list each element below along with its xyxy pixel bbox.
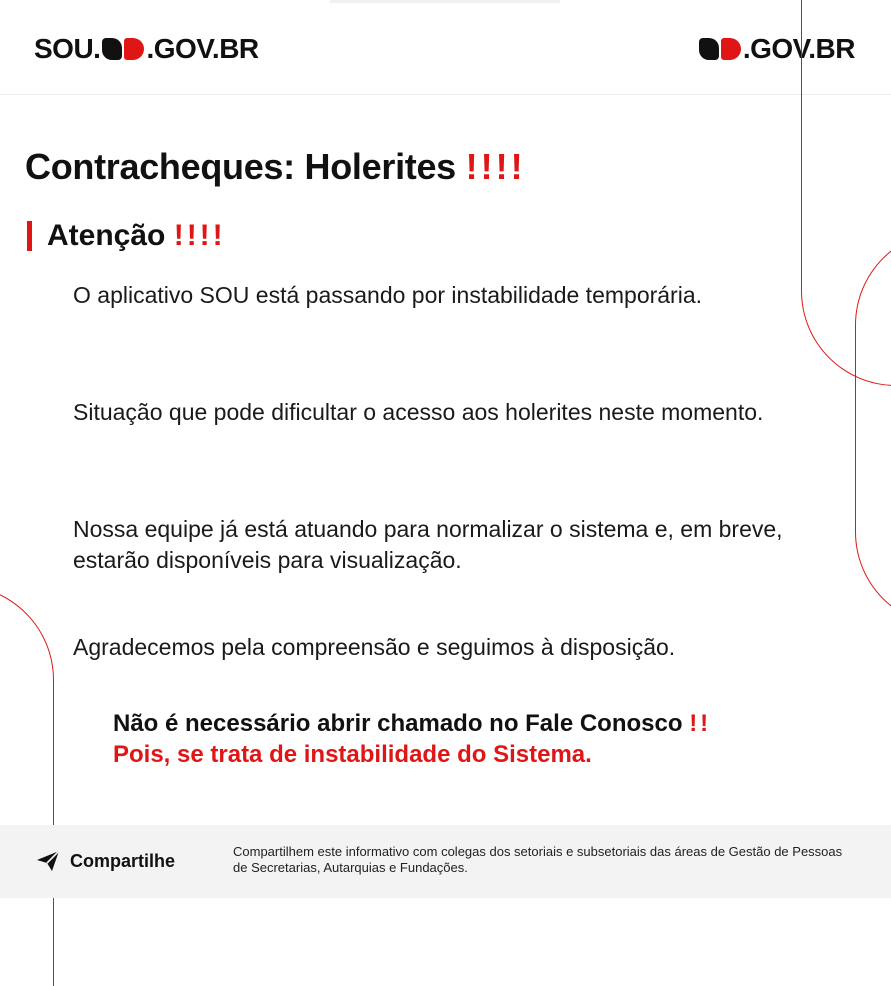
notice-line-1-text: Não é necessário abrir chamado no Fale Conosco [113, 710, 690, 737]
paragraph-access: Situação que pode dificultar o acesso aos holerites neste momento. [73, 399, 764, 425]
paragraph-team: Nossa equipe já está atuando para normalizar o sistema e, em breve, estarão disponíveis para visualização. [73, 516, 783, 573]
attention-heading [27, 219, 226, 253]
notice-line-2: Pois, se trata de instabilidade do Sistema. [113, 741, 592, 768]
notice-line-1 [113, 708, 853, 739]
sp-gov-logo[interactable] [697, 33, 855, 65]
section-accent-bar [27, 221, 32, 251]
decorative-curve [855, 230, 891, 627]
page-title-text: Contracheques: Holerites [25, 146, 466, 187]
footer-text: Compartilhem este informativo com colegas dos setoriais e subsetoriais das áreas de Gestão de Pessoas de Secretarias, Autarquias e Fundações. [233, 844, 843, 875]
section-title [47, 219, 226, 253]
section-title-text: Atenção [47, 219, 174, 252]
section-exclamation: !!!! [173, 219, 226, 252]
paragraph-instability: O aplicativo SOU está passando por instabilidade temporária. [73, 282, 703, 308]
sou-sp-gov-logo[interactable] [34, 33, 259, 65]
paper-plane-icon [36, 850, 60, 872]
logo-left-prefix: SOU. [34, 33, 101, 64]
logo-right-suffix: .GOV.BR [742, 33, 855, 64]
sp-mark-icon [102, 38, 144, 60]
sp-mark-icon [699, 38, 741, 60]
title-exclamation: !!!! [465, 146, 526, 187]
top-accent-line [330, 0, 560, 3]
share-button[interactable] [36, 850, 175, 872]
footer [0, 825, 891, 898]
share-label: Compartilhe [70, 850, 176, 871]
notice-block [113, 708, 853, 770]
header-bar [0, 0, 891, 95]
notice-exclamation: !! [689, 710, 712, 737]
decorative-curve [0, 585, 54, 986]
page-title [25, 146, 526, 188]
logo-left-suffix: .GOV.BR [146, 33, 259, 64]
paragraph-thanks: Agradecemos pela compreensão e seguimos à disposição. [73, 634, 676, 660]
